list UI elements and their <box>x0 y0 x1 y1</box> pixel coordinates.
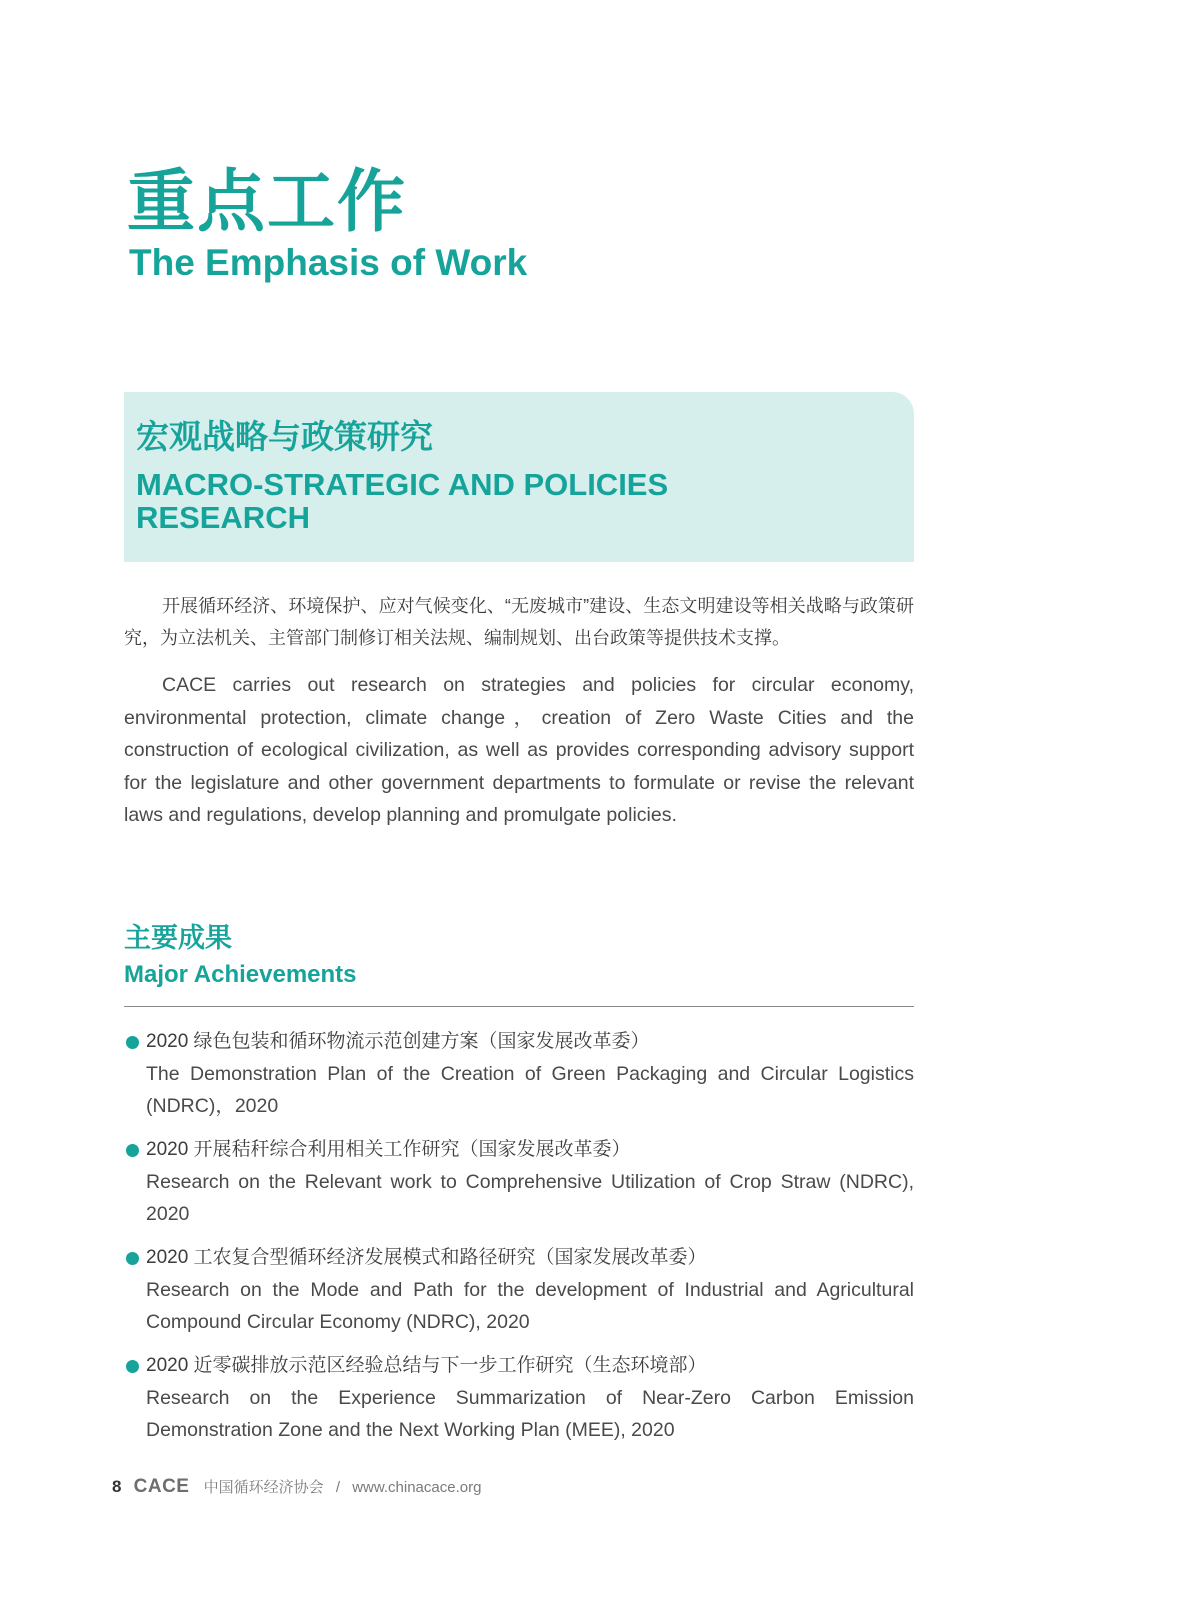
achievement-item <box>124 1242 914 1350</box>
intro-paragraph-cn: 开展循环经济、环境保护、应对气候变化、“无废城市”建设、生态文明建设等相关战略与政策研究，为立法机关、主管部门制修订相关法规、编制规划、出台政策等提供技术支撑。 <box>124 596 914 648</box>
footer-website-link[interactable]: www.chinacace.org <box>352 1479 482 1496</box>
achievement-item <box>124 1026 914 1134</box>
achievement-title-en: Research on the Mode and Path for the development of Industrial and Agricultural Compound Circular Economy (NDRC), 2020 <box>146 1279 914 1333</box>
achievement-title-cn: 2020 工农复合型循环经济发展模式和路径研究（国家发展改革委） <box>146 1247 707 1268</box>
achievement-title-cn: 2020 开展秸秆综合利用相关工作研究（国家发展改革委） <box>146 1139 631 1160</box>
achievement-title-cn: 2020 绿色包装和循环物流示范创建方案（国家发展改革委） <box>146 1031 650 1052</box>
achievement-item <box>124 1134 914 1242</box>
achievement-title-en: The Demonstration Plan of the Creation of Green Packaging and Circular Logistics (NDRC)，2020 <box>146 1063 914 1117</box>
achievements-list <box>124 1026 914 1458</box>
footer-org-name: 中国循环经济协会 <box>203 1479 324 1496</box>
achievements-divider <box>124 1006 914 1007</box>
achievements-title-en: Major Achievements <box>124 961 357 988</box>
page-title-cn: 重点工作 <box>127 162 408 242</box>
bullet-dot-icon <box>126 1144 139 1157</box>
bullet-dot-icon <box>126 1360 139 1373</box>
achievements-title-cn: 主要成果 <box>124 923 232 953</box>
achievement-item <box>124 1350 914 1458</box>
page-number: 8 <box>112 1477 122 1496</box>
bullet-dot-icon <box>126 1252 139 1265</box>
footer-separator: / <box>335 1479 341 1496</box>
page-title-en: The Emphasis of Work <box>129 242 528 283</box>
achievement-title-cn: 2020 近零碳排放示范区经验总结与下一步工作研究（生态环境部） <box>146 1355 707 1376</box>
achievement-title-en: Research on the Experience Summarization of Near-Zero Carbon Emission Demonstration Zone and the Next Working Plan (MEE), 2020 <box>146 1387 914 1441</box>
section-title-en: MACRO-STRATEGIC AND POLICIES RESEARCH <box>136 467 669 535</box>
achievement-title-en: Research on the Relevant work to Comprehensive Utilization of Crop Straw (NDRC), 2020 <box>146 1171 914 1225</box>
footer-brand-logo: CACE <box>133 1476 190 1497</box>
intro-paragraph-en: CACE carries out research on strategies and policies for circular economy, environmental protection, climate change，creation of Zero Waste Cities and the construction of ecological civilization, as well as provides corresponding advisory support for the legislature and other government departments to formulate or revise the relevant laws and regulations, develop planning and promulgate policies. <box>124 674 914 826</box>
section-banner <box>124 392 914 562</box>
page-footer <box>112 1477 481 1498</box>
section-title-cn: 宏观战略与政策研究 <box>136 418 433 455</box>
bullet-dot-icon <box>126 1036 139 1049</box>
